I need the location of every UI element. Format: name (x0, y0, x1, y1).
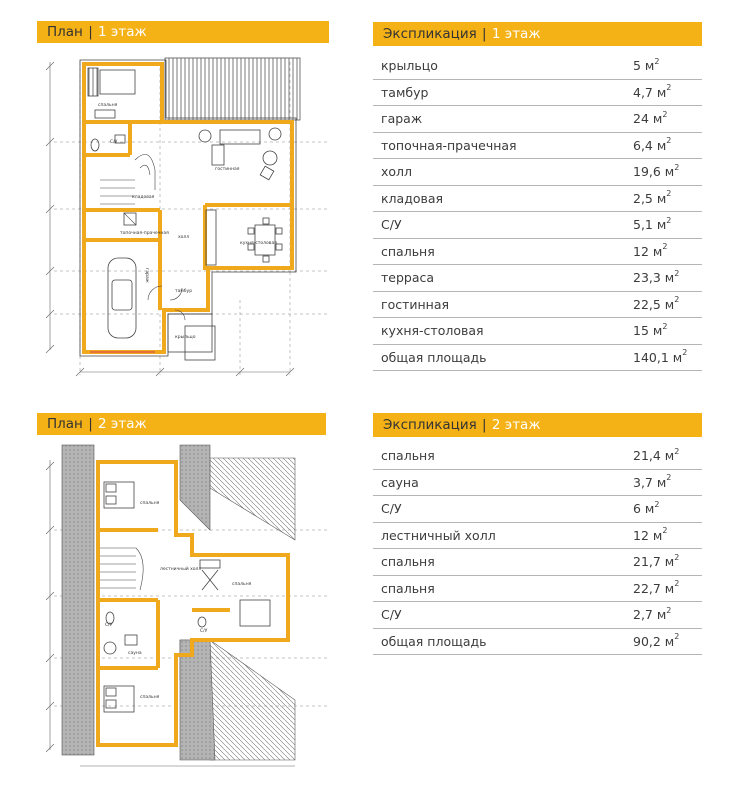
room-area: 140,1 $м^2$ (633, 348, 688, 365)
label-hall: холл (178, 235, 190, 240)
label-vestibule: тамбур (175, 289, 193, 294)
label-bedroom: спальня (98, 103, 118, 108)
expl1-row (373, 292, 702, 319)
room-area: 21,4 $м^2$ (633, 446, 680, 463)
room-name: кухня-столовая (381, 323, 484, 338)
stairs-2 (100, 548, 143, 590)
expl1-row (373, 159, 702, 186)
floorplan-2 (40, 440, 340, 780)
expl2-banner: Экспликация | 2 этаж (373, 413, 702, 437)
room-area: 2,5 $м^2$ (633, 189, 672, 206)
expl2-row (373, 549, 702, 576)
expl1-row (373, 133, 702, 160)
expl2-row (373, 523, 702, 550)
expl2-row (373, 496, 702, 523)
room-name: общая площадь (381, 633, 487, 649)
label-kitchen: кухня-столовая (240, 241, 277, 246)
expl1-row-total (373, 345, 702, 372)
label-wc: С/У (110, 140, 118, 145)
room-name: спальня (381, 243, 435, 259)
expl1-row (373, 106, 702, 133)
wc-fixtures (91, 135, 125, 151)
label-bedroom-c: спальня (140, 695, 160, 700)
room-area: 21,7 $м^2$ (633, 552, 680, 569)
room-area: 23,3 $м^2$ (633, 268, 680, 285)
expl2-row (373, 602, 702, 629)
bedroom-furniture (88, 68, 135, 118)
label-wc-b: С/У (200, 629, 208, 634)
label-wc-a: С/У (105, 623, 113, 628)
expl1-row (373, 80, 702, 107)
roof-top (210, 458, 295, 540)
label-porch: крыльцо (175, 335, 196, 340)
room-name: холл (381, 164, 413, 179)
kitchen-furniture (206, 210, 282, 265)
room-area: 2,7 $м^2$ (633, 605, 672, 622)
expl1-row (373, 265, 702, 292)
expl1-title: Экспликация (383, 26, 477, 42)
plan2-banner: План | 2 этаж (37, 413, 326, 435)
room-area: 5,1 $м^2$ (633, 215, 672, 232)
car-icon (108, 258, 136, 338)
expl1-table (373, 53, 702, 371)
room-name: гараж (381, 111, 423, 126)
bed-icon (240, 600, 270, 626)
room-area: 6,4 $м^2$ (633, 136, 672, 153)
expl1-row (373, 318, 702, 345)
room-name: общая площадь (381, 349, 487, 365)
roof-left (62, 445, 94, 755)
label-stair-hall: лестничный холл (160, 567, 202, 572)
expl2-row (373, 576, 702, 603)
expl1-row (373, 239, 702, 266)
room-name: С/У (381, 607, 402, 622)
terrace-floor (165, 58, 300, 120)
room-area: 22,7 $м^2$ (633, 579, 680, 596)
expl2-title: Экспликация (383, 417, 477, 433)
label-living: гостинная (215, 167, 240, 172)
room-area: 5 $м^2$ (633, 56, 660, 73)
room-name: сауна (381, 474, 419, 490)
room-name: крыльцо (381, 58, 438, 73)
plan1-banner: План | 1 этаж (37, 21, 329, 43)
expl2-row (373, 470, 702, 497)
label-boiler: топочная-прачечная (120, 231, 169, 236)
room-name: топочная-прачечная (381, 137, 517, 153)
floorplan-1-drawing (40, 50, 340, 390)
room-area: 90,2 $м^2$ (633, 632, 680, 649)
living-furniture (199, 128, 281, 180)
room-name: спальня (381, 580, 435, 596)
room-name: тамбур (381, 84, 429, 100)
room-area: 6 $м^2$ (633, 499, 660, 516)
plan2-floor: 2 этаж (98, 416, 147, 432)
room-area: 3,7 $м^2$ (633, 473, 672, 490)
expl2-row (373, 443, 702, 470)
label-bedroom-b: спальня (232, 582, 252, 587)
expl1-floor: 1 этаж (491, 26, 541, 42)
room-name: лестничный холл (381, 527, 496, 543)
room-name: С/У (381, 501, 402, 516)
room-area: 22,5 $м^2$ (633, 295, 680, 312)
label-garage: гараж (144, 268, 149, 283)
room-area: 24 $м^2$ (633, 109, 668, 126)
plan2-title: План (47, 416, 83, 432)
label-storage: кладовая (132, 195, 155, 200)
expl1-row (373, 53, 702, 80)
expl1-row (373, 212, 702, 239)
room-name: спальня (381, 554, 435, 569)
floorplan-1 (40, 50, 340, 390)
room-area: 12 $м^2$ (633, 242, 668, 259)
room-name: гостинная (381, 296, 450, 312)
floorplan-2-drawing (40, 440, 340, 780)
room-name: кладовая (381, 190, 444, 206)
room-area: 15 $м^2$ (633, 321, 668, 338)
label-bedroom-a: спальня (140, 501, 160, 506)
expl2-floor: 2 этаж (491, 417, 541, 433)
room-name: С/У (381, 217, 402, 232)
expl1-banner: Экспликация | 1 этаж (373, 22, 702, 46)
room-name: спальня (381, 448, 435, 463)
expl2-table (373, 443, 702, 655)
plan1-title: План (47, 24, 83, 40)
room-area: 12 $м^2$ (633, 526, 668, 543)
expl2-row-total (373, 629, 702, 656)
label-sauna: сауна (128, 651, 142, 656)
room-name: терраса (381, 270, 435, 285)
room-area: 4,7 $м^2$ (633, 83, 672, 100)
plan1-floor: 1 этаж (98, 24, 147, 40)
expl1-row (373, 186, 702, 213)
room-area: 19,6 $м^2$ (633, 162, 680, 179)
